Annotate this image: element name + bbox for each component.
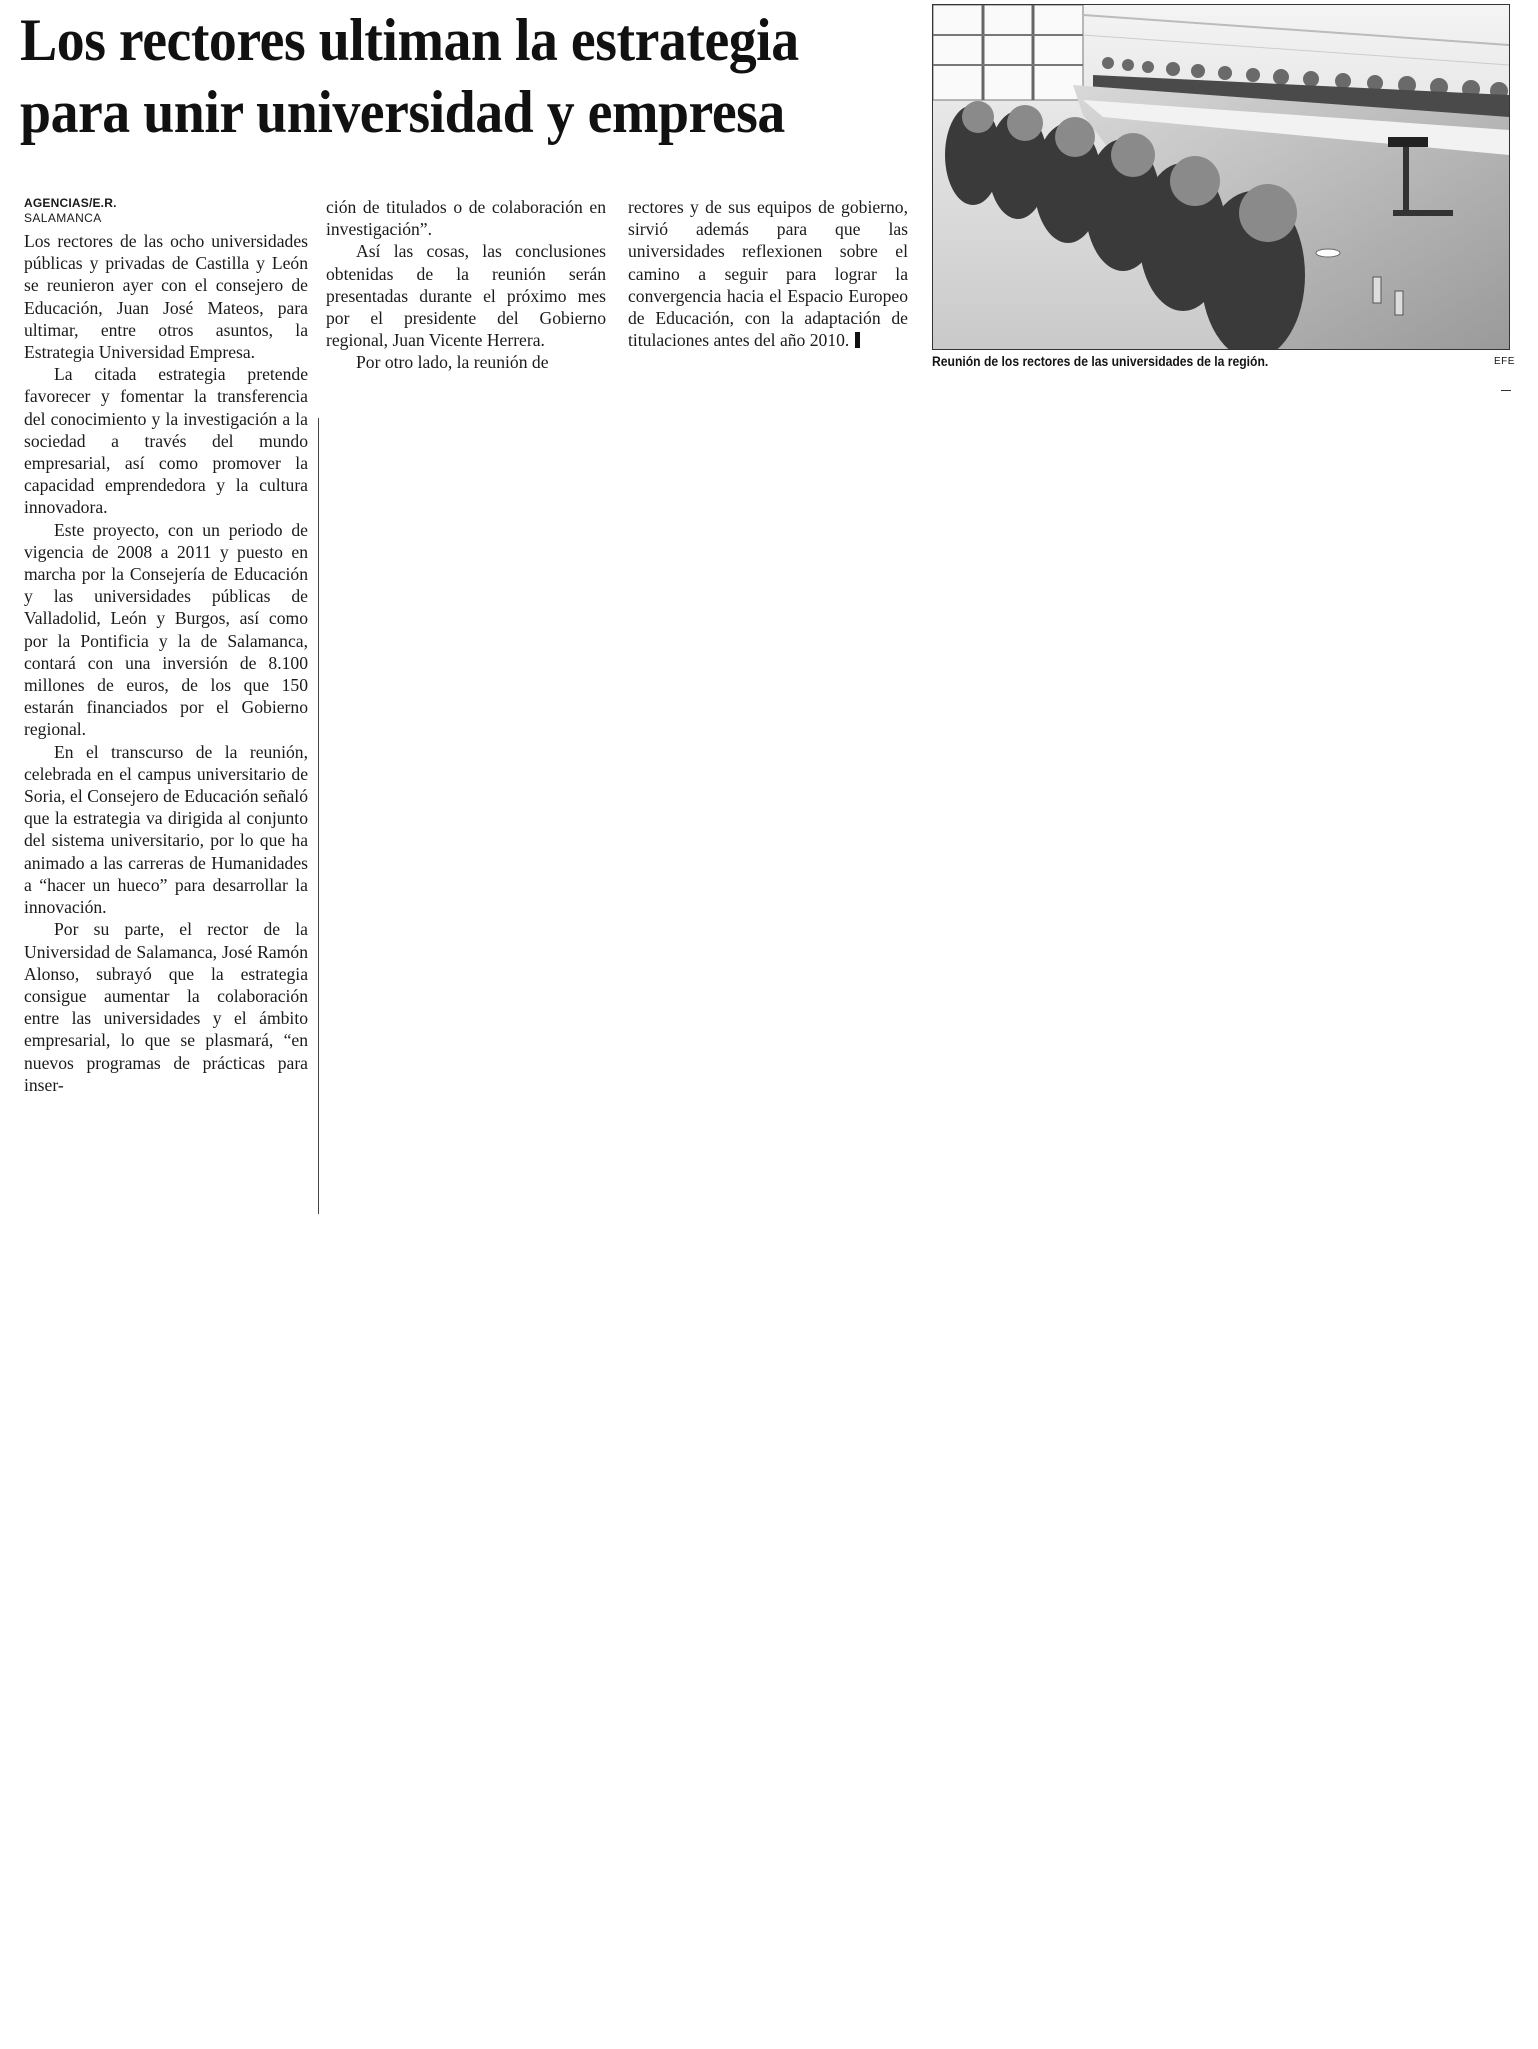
article-paragraph-final-text: rectores y de sus equipos de gobierno, sirvió además para que las universidades reflexionen sobre el camino a seguir para lograr la convergencia hacia el Espacio Europeo de Educación, con la adaptación de titulaciones antes del año 2010. xyxy=(628,197,908,351)
headline xyxy=(20,4,857,148)
meeting-photo xyxy=(932,4,1510,350)
article-paragraph: La citada estrategia pretende favorecer y fomentar la transferencia del conocimiento y la investigación a la sociedad a través del mundo empresarial, así como promover la capacidad emprendedora y la cultura innovadora. xyxy=(24,364,308,518)
article-column-1 xyxy=(24,196,308,1096)
byline: AGENCIAS/E.R. xyxy=(24,196,117,210)
article-column-3 xyxy=(628,196,908,351)
column-rule xyxy=(318,418,319,1214)
photo-caption: Reunión de los rectores de las universidades de la región. xyxy=(932,354,1269,369)
photo-credit: EFE xyxy=(1494,356,1515,367)
article-paragraph: En el transcurso de la reunión, celebrada en el campus universitario de Soria, el Consejero de Educación señaló que la estrategia va dirigida al conjunto del sistema universitario, por lo que ha animado a las carreras de Humanidades a “hacer un hueco” para desarrollar la innovación. xyxy=(24,741,308,918)
article-paragraph: Por su parte, el rector de la Universidad de Salamanca, José Ramón Alonso, subrayó que la estrategia consigue aumentar la colaboración entre las universidades y el ámbito empresarial, lo que se plasmará, “en nuevos programas de prácticas para inser- xyxy=(24,919,308,1095)
article-paragraph: Este proyecto, con un periodo de vigencia de 2008 a 2011 y puesto en marcha por la Consejería de Educación y las universidades públicas de Valladolid, León y Burgos, así como por la Pontificia y la de Salamanca, contará con una inversión de 8.100 millones de euros, de los que 150 estarán financiados por el Gobierno regional. xyxy=(24,519,308,740)
dateline-location: SALAMANCA xyxy=(24,211,102,225)
article-column-2 xyxy=(326,196,606,374)
article-paragraph: Por otro lado, la reunión de xyxy=(356,352,549,373)
article-paragraph-final xyxy=(628,196,908,351)
headline-line-1: Los rectores ultiman la estrategia xyxy=(20,7,799,73)
meeting-photo-illustration xyxy=(933,5,1509,349)
article-paragraph: Así las cosas, las conclusiones obtenidas de la reunión serán presentadas durante el próximo mes por el presidente del Gobierno regional, Juan Vicente Herrera. xyxy=(326,241,606,351)
article-paragraph: Los rectores de las ocho universidades públicas y privadas de Castilla y León se reunieron ayer con el consejero de Educación, Juan José Mateos, para ultimar, entre otros asuntos, la Estrategia Universidad Empresa. xyxy=(24,231,308,363)
article-paragraph: ción de titulados o de colaboración en investigación”. xyxy=(326,197,606,240)
headline-line-2: para unir universidad y empresa xyxy=(20,79,785,145)
end-of-article-mark xyxy=(855,332,860,348)
margin-dash xyxy=(1501,390,1511,391)
